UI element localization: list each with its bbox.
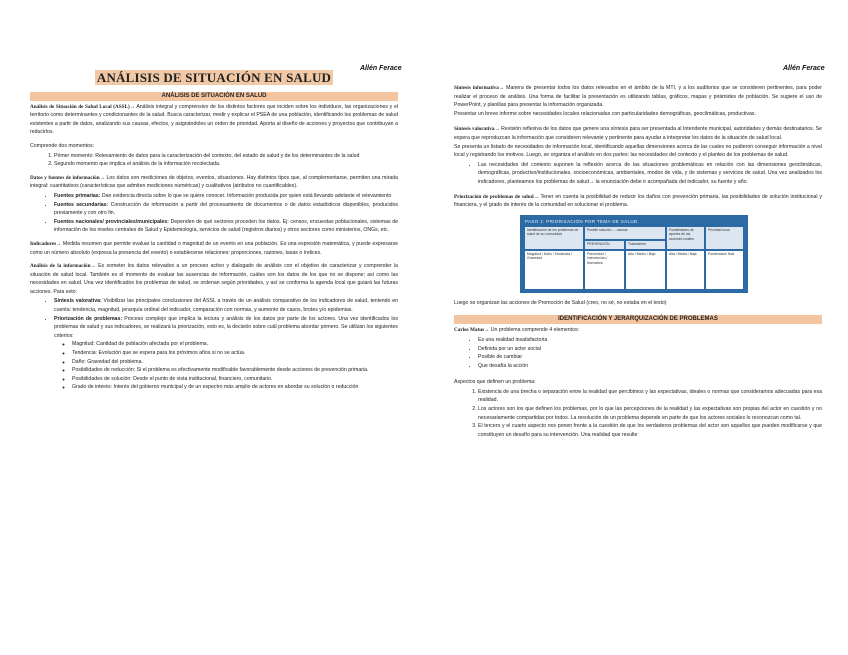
figure-title: PASO 1: PRIORIZACIÓN POR TEMA DE SALUD (525, 218, 638, 224)
list-item: • Que desafía la acción (478, 362, 822, 371)
page-title: ANÁLISIS DE SITUACIÓN EN SALUD (96, 70, 332, 85)
aspects-intro: Aspectos que definen un problema: (454, 379, 536, 386)
figure-header-cell: Posibilidades de aportes de las acciones locales (667, 227, 704, 249)
section-band: ANÁLISIS DE SITUACIÓN EN SALUD (30, 92, 398, 101)
sources-list (30, 192, 398, 235)
figure-header-cell: Posible solución → causas (585, 227, 665, 239)
figure-body-cell: Prevención / Intervención / Normativa (585, 251, 624, 289)
figure-body-cell: Alta / Media / Baja (667, 251, 704, 289)
list-item: 2. Los actores son los que definen los problemas, por lo que las percepciones de la realidad y las expectativas son propias del actor en cuestión y no necesariamente compartidas por todos. La resolución de un problema depende en parte de que los actores sociales lo reconozcan como tal. (478, 405, 822, 422)
criteria-list (54, 340, 398, 392)
list-item: • Priorización de problemas: Proceso complejo que implica la lectura y análisis de los datos por parte de los actores. Una vez identificados los problemas de salud y sus indicadores, se realizará la priorización, esto es, la decisión sobre cuál problema abordar primero. Se utilizan los siguientes criterios: ◦ Magnitud: Cantidad de población afectada por el problema. ◦ Tendencia: Evolución que se espera para los próximos años si no se actúa. ◦ Daño: Gravedad del problema. ◦ Posibilidades de reducción: Si el problema es efectivamente modificable favorablemente desde acciones de prevención primaria. ◦ Posibilidades de solución: Desde el punto de vista institucional, financiero, comunitario. ◦ Grado de interés: Interés del gobierno municipal y de un espectro más amplio de actores en abordar su solución o reducción (54, 315, 398, 392)
figure-body-cell: Magnitud / Daño / Tendencia / Gravedad (525, 251, 583, 289)
list-item: ◦ Magnitud: Cantidad de población afectada por el problema. (72, 340, 398, 349)
paragraph-indicadores: Indicadores→ Medida resumen que permite evaluar la cantidad o magnitud de un evento en una población. Es una expresión matemática, y puede expresarse como un número absoluto (expresa la presencia del evento) o establecerse relaciones: proporciones, razones, tasas o índices. (30, 240, 398, 256)
list-item: • Fuentes primarias: Dan evidencia directa sobre lo que se quiere conocer. Información producida por quien está llevando adelante el relevamiento (54, 192, 398, 201)
elements-list (454, 336, 822, 370)
paragraph-sintesis-valorativa-b: Se presenta un listado de necesidades de información local, identificando aquellas dimensiones acerca de las cuales no pudieron conseguir información a nivel local y registrando los motivos. Luego, se organiza el análisis en dos partes: las necesidades del contexto y el planteo de los problemas de salud. (454, 143, 822, 159)
list-item: • Definida por un actor social (478, 345, 822, 354)
list-item: • Fuentes secundarias: Construcción de información a partir del procesamiento de documentos o de datos estadísticos disponibles, producidos previamente y con otro fin. (54, 201, 398, 218)
list-item: • Síntesis valorativa: Visibilizar las principales conclusiones del ASSL a través de un análisis comparativo de los indicadores de salud, teniendo en cuenta: tendencia, magnitud, jerarquía ordinal del indicador, comparación con normas, y aumento de casos, brotes y/o epidemias. (54, 297, 398, 314)
figure-body-cell: Alto / Medio / Bajo (626, 251, 665, 289)
figure-header-cell: Prioridad local (706, 227, 743, 249)
paragraph-datos: Datos y fuentes de información→ Los datos son mediciones de objetos, eventos, situaciones. Hay distintos tipos que, al complementarse, permiten una mirada integral: cuantitativos (características que admiten mediciones numéricas) y cualitativos (atributos no cuantificables). (30, 174, 398, 190)
author-name: Allén Ferace (783, 65, 825, 72)
right-content (454, 84, 822, 444)
paragraph-matus: Carlos Matus→ Un problema comprende 4 elementos: (454, 327, 579, 334)
figure-header-cell: PREVENCIÓN (585, 241, 624, 249)
paragraph-assl: Análisis de Situación de Salud Local (ASSL)→ Análisis integral y comprensivo de los distintos factores que inciden sobre los individuos, las organizaciones y el territorio como determinantes y condicionantes de la salud. Busca caracterizar, medir y explicar el PSEA de una población, identificando los problemas de salud existentes a partir de datos, analizando sus causas, efectos, y asignándoles un orden de prioridad. Aporta al diseño de acciones y proyectos que contribuyan a reducirlos. (30, 103, 399, 136)
list-item: 1. Primer momento: Relevamiento de datos para la caracterización del contexto, del estado de salud y de los determinantes de la salud (54, 152, 398, 161)
paragraph-analisis: Análisis de la información→ Es someter los datos relevados a un proceso activo y dialogado de análisis con el objetivo de caracterizar y comprender la situación de salud local. También es el momento de evaluar las ausencias de información, cuáles son los datos de los que no se dispone; así como las necesidades en salud. Una vez identificados los problemas de salud, se ordenan según prioridades, y así se conforma la agenda local que guiará las futuras acciones. Para esto: (30, 263, 398, 295)
list-item: • Posible de cambiar (478, 353, 822, 362)
prioritization-table-figure (520, 215, 748, 293)
moments-intro: Comprende dos momentos: (30, 142, 95, 149)
paragraph-sintesis-valorativa: Síntesis valorativa→ Revisión reflexiva de los datos que genere una síntesis para ser presentada al Intendente municipal, autoridades y demás destinatarios. Se espera que reproduzcan la información que consideren relevante y pertinente para ayudar a interpretar los datos de la situación de salud local. (454, 126, 823, 141)
list-item: ◦ Posibilidades de reducción: Si el problema es efectivamente modificable favorablemente desde acciones de prevención primaria. (72, 366, 398, 375)
right-page (424, 0, 848, 655)
list-item: ◦ Daño: Gravedad del problema. (72, 358, 398, 367)
figure-body-cell: Ponderación final (706, 251, 743, 289)
list-item: ◦ Tendencia: Evolución que se espera para los próximos años si no se actúa. (72, 349, 398, 358)
section-band: IDENTIFICACIÓN Y JERARQUIZACIÓN DE PROBLEMAS (454, 315, 822, 324)
paragraph-sintesis-informativa-b: Presentar un breve informe sobre necesidades locales relacionadas con particularidades demográficas, geoclimáticas, productivas. (454, 110, 756, 117)
figure-header-cell: Tratamiento (626, 241, 665, 249)
list-item: ◦ Posibilidades de solución: Desde el punto de vista institucional, financiero, comunitario. (72, 375, 398, 384)
figure-header-cell: Identificación de los problemas de salud de su comunidad (525, 227, 583, 249)
list-item: 3. El tercero y el cuarto aspecto nos ponen frente a la cuestión de que los verdaderos problemas del actor son aquellos que pueden modificarse y que constituyen un desafío para su intervención. Una realidad que resulte (478, 422, 822, 439)
list-item: • Las necesidades del contexto suponen la reflexión acerca de las situaciones problemáticas en relación con las dimensiones geoclimáticas, demográficas, productivo/institucionales, socioeconómicas, ambientales, modos de vida, y de sistemas y servicios de salud. Una vez analizados los indicadores, planteamos los problemas de salud→ la enunciación debe ir acompañada del indicador, su fuente y año. (478, 161, 822, 187)
paragraph-priorizacion: Priorización de problemas de salud→ Tener en cuenta la posibilidad de reducir los daños con prevención primaria, las posibilidades de solución institucional y financiera, y el grado de interés de la comunidad en solucionar el problema. (454, 193, 822, 209)
author-name: Allén Ferace (360, 65, 402, 72)
left-content (30, 72, 398, 397)
list-item: 2. Segundo momento que implica el análisis de la información recolectada. (54, 160, 398, 169)
context-list (454, 161, 822, 187)
paragraph-promocion: Luego se organizan las acciones de Promoción de Salud (creo, no sé, no estaba en el texto) (454, 299, 667, 306)
aspects-list (454, 388, 822, 440)
paragraph-sintesis-informativa: Síntesis informativa→ Manera de presentar todos los datos relevados en el ámbito de la MTI, y a los auditorios que se consideren pertinentes, para poder realizar el proceso de análisis. Una forma de facilitar la presentación es utilizando tablas, gráficos, mapas y pirámides de población. Se sugiere el uso de PowerPoint, y planillas para presentar la información organizada. (454, 85, 822, 109)
moments-list (30, 152, 398, 169)
analysis-list (30, 297, 398, 392)
list-item: 1. Existencia de una brecha o separación entre la realidad que percibimos y las expectativas, ideales o normas que consideramos adecuadas para esa realidad. (478, 388, 822, 405)
list-item: • Es una realidad insatisfactoria (478, 336, 822, 345)
list-item: ◦ Grado de interés: Interés del gobierno municipal y de un espectro más amplio de actores en abordar su solución o reducción (72, 383, 398, 392)
list-item: • Fuentes nacionales/ provinciales/municipales: Dependen de qué sectores proceden los datos. Ej: censos, encuestas poblacionales, sistemas de información de los niveles centrales de Salud y Epidemiología, servicios de salud (registros diarios) y otros sectores como ministerios, ONGs, etc. (54, 218, 398, 235)
